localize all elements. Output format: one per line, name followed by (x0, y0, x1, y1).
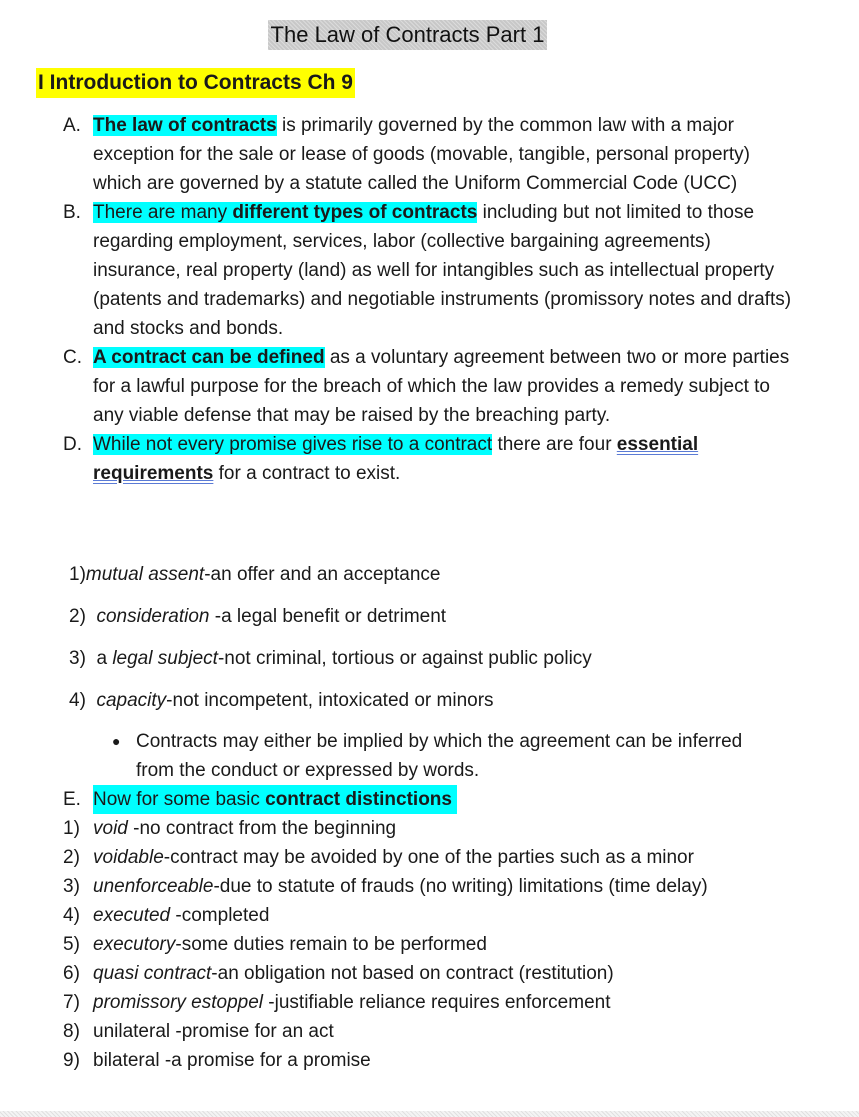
item-number: 6) (63, 963, 80, 984)
item-number: 2) (69, 606, 86, 627)
item-text: as a voluntary agreement between two or more parties for a lawful purpose for the breach of which the law provides a remedy subject to any viable defense that may be raised by the breaching party. (93, 347, 790, 426)
item-text: -promise for an act (170, 1021, 334, 1042)
section-heading: I Introduction to Contracts Ch 9 (36, 68, 355, 98)
item-number: 8) (63, 1021, 80, 1042)
item-term: legal subject (112, 648, 218, 669)
highlighted-phrase: While not every promise gives rise to a contract (93, 434, 493, 455)
item-text: for a contract to exist. (213, 463, 401, 484)
list-item (63, 1017, 823, 1046)
highlighted-phrase (93, 785, 457, 814)
item-text: -some duties remain to be performed (175, 934, 487, 955)
bullet-dot-icon: ● (112, 733, 121, 749)
item-number: 1) (69, 564, 86, 585)
item-term: promissory estoppel (93, 992, 264, 1013)
item-number: 4) (63, 905, 80, 926)
item-term: consideration (91, 606, 210, 627)
item-text: -contract may be avoided by one of the parties such as a minor (163, 847, 694, 868)
item-term: quasi contract (93, 963, 212, 984)
item-text: -completed (170, 905, 270, 926)
list-item (63, 901, 823, 930)
list-item (63, 843, 823, 872)
item-number: 9) (63, 1050, 80, 1071)
item-text: -due to statute of frauds (no writing) limitations (time delay) (213, 876, 708, 897)
list-item-a (63, 111, 793, 198)
highlighted-phrase: A contract can be defined (93, 347, 325, 368)
item-term: unenforceable (93, 876, 214, 897)
item-term: void (93, 818, 128, 839)
item-text: there are four (492, 434, 617, 455)
list-marker: E. (63, 789, 81, 810)
item-text: -justifiable reliance requires enforcement (263, 992, 611, 1013)
item-term: unilateral (93, 1021, 171, 1042)
item-number: 3) (63, 876, 80, 897)
highlight-bold-text: different types of contracts (232, 202, 478, 223)
item-text: including but not limited to those regarding employment, services, labor (collective bargaining agreements) insurance, real property (land) as well for intangibles such as intellectual property (patents and trademarks) and negotiable instruments (promissory notes and drafts) and stocks and bonds. (93, 202, 792, 339)
underlined-phrase: essential requirements (93, 434, 699, 484)
highlight-text: Now for some basic (93, 789, 266, 810)
item-prefix: a (96, 648, 113, 669)
list-item-body (93, 111, 793, 198)
item-number: 5) (63, 934, 80, 955)
list-item-body (93, 198, 793, 343)
item-term: voidable (93, 847, 164, 868)
list-marker: D. (63, 434, 82, 455)
highlight-text: There are many (93, 202, 233, 223)
highlighted-phrase: The law of contracts (93, 115, 277, 136)
list-marker: B. (63, 202, 81, 223)
item-number: 2) (63, 847, 80, 868)
title-container (0, 20, 815, 50)
list-item (69, 644, 592, 686)
intro-list (63, 111, 793, 488)
item-text: -a promise for a promise (159, 1050, 371, 1071)
bullet-text: Contracts may either be implied by which the agreement can be inferred from the conduct or expressed by words. (136, 731, 743, 781)
item-number: 4) (69, 690, 86, 711)
list-item (63, 872, 823, 901)
page-bottom-edge (0, 1111, 859, 1117)
list-item-e (63, 785, 793, 814)
item-text: -not criminal, tortious or against public policy (217, 648, 592, 669)
list-item (69, 602, 592, 644)
item-term: mutual assent (85, 564, 205, 585)
item-text: -no contract from the beginning (127, 818, 397, 839)
list-item-body (93, 343, 793, 430)
item-text: -an obligation not based on contract (restitution) (211, 963, 614, 984)
item-text: -an offer and an acceptance (204, 564, 441, 585)
requirements-list (69, 560, 592, 728)
list-item-body (93, 430, 793, 488)
list-item (63, 988, 823, 1017)
item-term: bilateral (93, 1050, 160, 1071)
item-number: 3) (69, 648, 86, 669)
list-item (63, 814, 823, 843)
list-item-c (63, 343, 793, 430)
item-term: executory (93, 934, 176, 955)
item-term: executed (93, 905, 171, 926)
list-item-b (63, 198, 793, 343)
list-item (63, 930, 823, 959)
item-text: is primarily governed by the common law with a major exception for the sale or lease of goods (movable, tangible, personal property) which are governed by a statute called the Uniform Commercial Code (UCC) (93, 115, 750, 194)
list-item (63, 1046, 823, 1075)
item-number: 1) (63, 818, 80, 839)
item-term: capacity (96, 690, 167, 711)
list-marker: A. (63, 115, 81, 136)
list-item (69, 560, 592, 602)
highlighted-phrase (93, 202, 477, 223)
list-item-d (63, 430, 793, 488)
document-title: The Law of Contracts Part 1 (268, 20, 548, 50)
item-number: 7) (63, 992, 80, 1013)
list-item (63, 959, 823, 988)
highlight-bold-text: contract distinctions (265, 789, 452, 810)
list-item (69, 686, 592, 728)
bullet-item (112, 727, 752, 785)
list-marker: C. (63, 347, 82, 368)
distinctions-list (63, 814, 823, 1075)
item-text: -a legal benefit or detriment (209, 606, 447, 627)
item-text: -not incompetent, intoxicated or minors (166, 690, 494, 711)
